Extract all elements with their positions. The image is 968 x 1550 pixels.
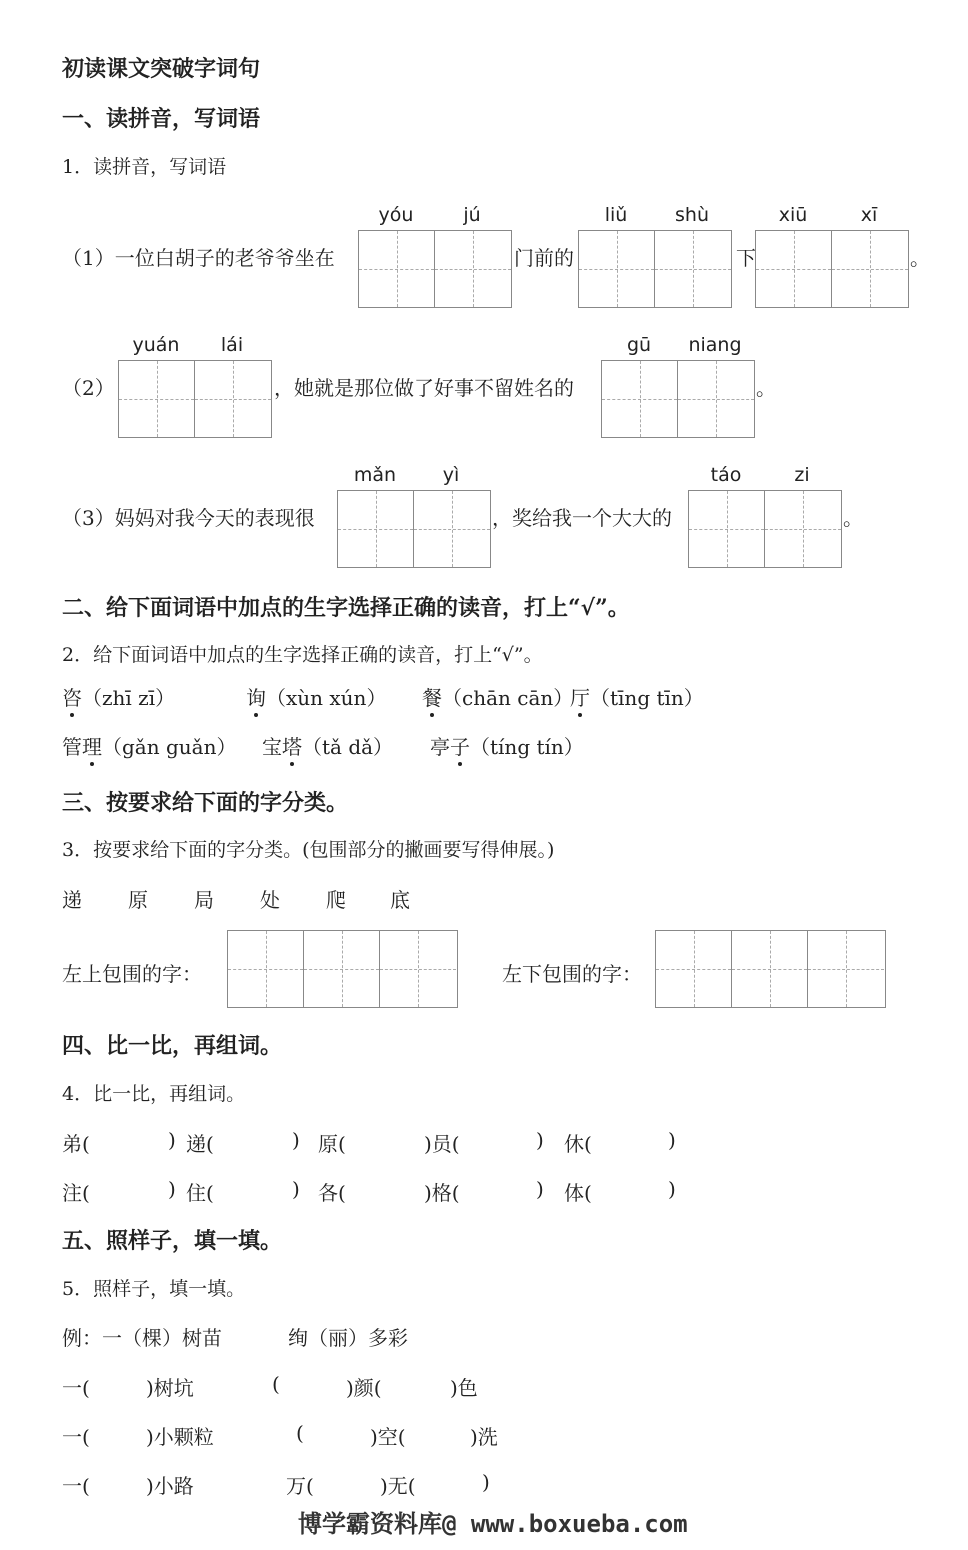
compose-item[interactable]: 住( — [186, 1181, 214, 1205]
question-2: 2．给下面词语中加点的生字选择正确的读音，打上“√”。 — [62, 644, 543, 666]
r1-end: 。 — [910, 246, 930, 270]
fill-blank[interactable]: )颜( — [346, 1376, 382, 1400]
writing-grid-left-top[interactable] — [227, 930, 458, 1008]
pinyin: mǎn — [353, 464, 397, 486]
watermark: 博学霸资料库@ www.boxueba.com — [298, 1510, 688, 1538]
r2-end: 。 — [756, 376, 776, 400]
section-1-heading: 一、读拼音，写词语 — [62, 106, 261, 132]
reading-item-ting[interactable]: 厅（tīng tīn） — [570, 682, 704, 711]
compose-item[interactable]: )员( — [424, 1132, 460, 1156]
page-title: 初读课文突破字词句 — [62, 56, 261, 82]
char-item: 爬 — [326, 888, 346, 912]
writing-grid-youju[interactable] — [358, 230, 512, 308]
compose-item[interactable]: )格( — [424, 1181, 460, 1205]
fill-blank[interactable]: 万( — [286, 1474, 314, 1498]
r3-pre: （3）妈妈对我今天的表现很 — [62, 506, 315, 530]
compose-item[interactable]: 弟( — [62, 1132, 90, 1156]
writing-grid-taozi[interactable] — [688, 490, 842, 568]
r1-mid2: 下 — [736, 246, 756, 270]
section-3-heading: 三、按要求给下面的字分类。 — [62, 790, 349, 816]
fill-blank[interactable]: 一( — [62, 1474, 90, 1498]
compose-item[interactable]: 各( — [318, 1181, 346, 1205]
close-paren: ) — [536, 1128, 544, 1152]
pinyin: xiū — [778, 204, 808, 226]
pinyin: yuán — [132, 334, 180, 356]
reading-item-zi[interactable]: 咨（zhī zī） — [62, 682, 175, 711]
compose-item[interactable]: 休( — [564, 1132, 592, 1156]
left-top-label: 左上包围的字： — [62, 962, 202, 986]
reading-item-baota[interactable]: 宝塔（tǎ dǎ） — [262, 731, 393, 760]
fill-blank[interactable]: 一( — [62, 1376, 90, 1400]
pinyin: táo — [710, 464, 742, 486]
example-2: 绚（丽）多彩 — [288, 1326, 408, 1350]
pinyin: zi — [794, 464, 810, 486]
close-paren: ) — [668, 1128, 676, 1152]
reading-item-tingzi[interactable]: 亭子（tíng tín） — [430, 731, 584, 760]
section-5-heading: 五、照样子，填一填。 — [62, 1228, 283, 1254]
question-3: 3．按要求给下面的字分类。(包围部分的撇画要写得伸展。) — [62, 839, 555, 861]
example: 例：一（棵）树苗 — [62, 1326, 222, 1350]
close-paren: ) — [168, 1128, 176, 1152]
pinyin: xī — [860, 204, 878, 226]
close-paren: ) — [292, 1128, 300, 1152]
fill-text: ) — [482, 1470, 490, 1494]
fill-blank[interactable]: ( — [272, 1372, 280, 1396]
r3-end: 。 — [843, 506, 863, 530]
r3-mid: ，奖给我一个大大的 — [492, 506, 672, 530]
writing-grid-yuanlai[interactable] — [118, 360, 272, 438]
char-item: 原 — [128, 888, 148, 912]
section-2-heading: 二、给下面词语中加点的生字选择正确的读音，打上“√”。 — [62, 595, 630, 621]
reading-item-xun[interactable]: 询（xùn xún） — [246, 682, 386, 711]
char-item: 底 — [390, 888, 410, 912]
char-item: 局 — [194, 888, 214, 912]
fill-text: )小颗粒 — [146, 1425, 214, 1449]
writing-grid-xiuxi[interactable] — [755, 230, 909, 308]
fill-text: )色 — [450, 1376, 478, 1400]
char-item: 递 — [62, 888, 82, 912]
compose-item[interactable]: 体( — [564, 1181, 592, 1205]
left-bottom-label: 左下包围的字： — [502, 962, 642, 986]
question-1: 1．读拼音，写词语 — [62, 156, 227, 178]
fill-text: )小路 — [146, 1474, 194, 1498]
writing-grid-liushu[interactable] — [578, 230, 732, 308]
fill-blank[interactable]: )空( — [370, 1425, 406, 1449]
fill-blank[interactable]: ( — [296, 1421, 304, 1445]
reading-item-can[interactable]: 餐（chān cān） — [422, 682, 573, 711]
pinyin: jú — [463, 204, 481, 226]
pinyin: niang — [688, 334, 742, 356]
section-4-heading: 四、比一比，再组词。 — [62, 1033, 283, 1059]
fill-text: )树坑 — [146, 1376, 194, 1400]
pinyin: yóu — [378, 204, 414, 226]
writing-grid-manyi[interactable] — [337, 490, 491, 568]
question-5: 5．照样子，填一填。 — [62, 1278, 246, 1300]
writing-grid-guniang[interactable] — [601, 360, 755, 438]
char-item: 处 — [260, 888, 280, 912]
pinyin: shù — [675, 204, 709, 226]
r2-pre: （2） — [62, 376, 115, 400]
r1-mid1: 门前的 — [514, 246, 574, 270]
r2-mid: ，她就是那位做了好事不留姓名的 — [274, 376, 574, 400]
reading-item-guanli[interactable]: 管理（gǎn guǎn） — [62, 731, 236, 760]
close-paren: ) — [668, 1177, 676, 1201]
compose-item[interactable]: 原( — [318, 1132, 346, 1156]
fill-blank[interactable]: )无( — [380, 1474, 416, 1498]
pinyin: lái — [220, 334, 244, 356]
writing-grid-left-bottom[interactable] — [655, 930, 886, 1008]
compose-item[interactable]: 递( — [186, 1132, 214, 1156]
pinyin: yì — [442, 464, 460, 486]
fill-blank[interactable]: 一( — [62, 1425, 90, 1449]
fill-text: )洗 — [470, 1425, 498, 1449]
close-paren: ) — [292, 1177, 300, 1201]
pinyin: gū — [626, 334, 652, 356]
r1-pre: （1）一位白胡子的老爷爷坐在 — [62, 246, 335, 270]
compose-item[interactable]: 注( — [62, 1181, 90, 1205]
close-paren: ) — [536, 1177, 544, 1201]
pinyin: liǔ — [604, 204, 628, 226]
question-4: 4．比一比，再组词。 — [62, 1083, 246, 1105]
close-paren: ) — [168, 1177, 176, 1201]
